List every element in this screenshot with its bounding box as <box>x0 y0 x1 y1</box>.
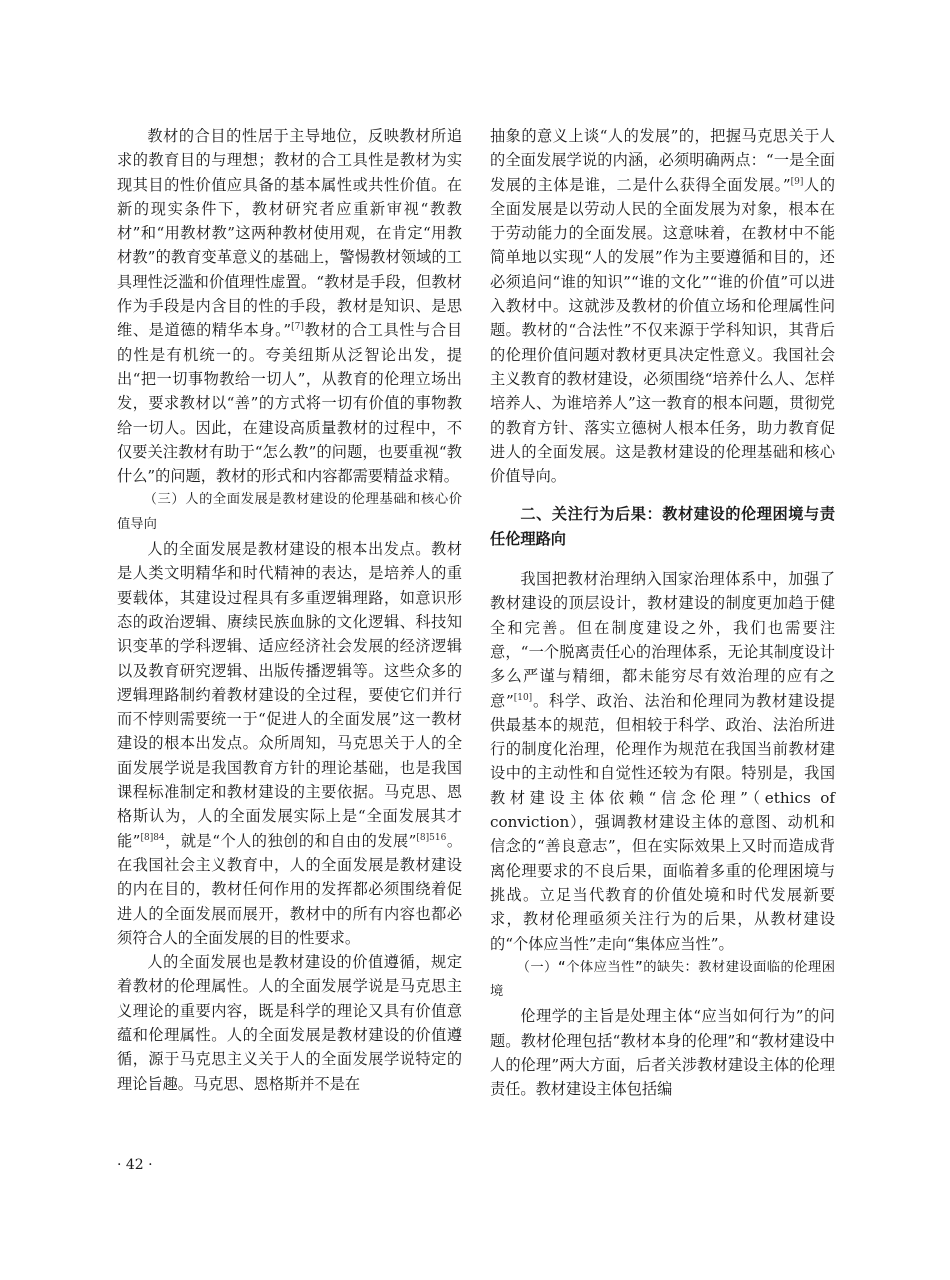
citation: [8]84 <box>140 832 165 843</box>
citation: [8]516 <box>416 832 447 843</box>
paragraph: 人的全面发展也是教材建设的价值遵循，规定着教材的伦理属性。人的全面发展学说是马克思主义理论的重要内容，既是科学的理论又具有价值意蕴和伦理属性。人的全面发展是教材建设的价值遵循，源于马克思主义关于人的全面发展学说特定的理论旨趣。马克思、恩格斯并不是在 <box>117 953 462 1093</box>
paragraph: 伦理学的主旨是处理主体“应当如何行为”的问题。教材伦理包括“教材本身的伦理”和“教材建设中人的伦理”两大方面，后者关涉教材建设主体的伦理责任。教材建设主体包括编 <box>490 1007 835 1099</box>
right-column <box>490 124 835 1102</box>
section-heading: 二、关注行为后果：教材建设的伦理困境与责任伦理路向 <box>490 505 835 548</box>
left-column <box>117 124 462 1096</box>
citation: [10] <box>513 692 533 703</box>
citation: [9] <box>790 176 804 187</box>
page-number: · 42 · <box>117 1157 153 1173</box>
paragraph: 教材的合目的性居于主导地位，反映教材所追求的教育目的与理想；教材的合工具性是教材为实现其目的性价值应具备的基本属性或共性价值。在新的现实条件下，教材研究者应重新审视“教教材”和“用教材教”这两种教材使用观，在肯定“用教材教”的教育变革意义的基础上，警惕教材领域的工具理性泛滥和价值理性虚置。“教材是手段，但教材作为手段是内含目的性的手段，教材是知识、是思维、是道德的精华本身。”[7]教材的合工具性与合目的性是有机统一的。夸美纽斯从泛智论出发，提出“把一切事物教给一切人”，从教育的伦理立场出发，要求教材以“善”的方式将一切有价值的事物教给一切人。因此，在建设高质量教材的过程中，不仅要关注教材有助于“怎么教”的问题，也要重视“教什么”的问题，教材的形式和内容都需要精益求精。 <box>117 127 463 486</box>
citation: [7] <box>291 322 304 333</box>
paragraph: 抽象的意义上谈“人的发展”的，把握马克思关于人的全面发展学说的内涵，必须明确两点：“一是全面发展的主体是谁，二是什么获得全面发展。”[9]人的全面发展是以劳动人民的全面发展为对象，根本在于劳动能力的全面发展。这意味着，在教材中不能简单地以实现“人的发展”作为主要遵循和目的，还必须追问“谁的知识”“谁的文化”“谁的价值”可以进入教材中。这就涉及教材的价值立场和伦理属性问题。教材的“合法性”不仅来源于学科知识，其背后的伦理价值问题对教材更具决定性意义。我国社会主义教育的教材建设，必须围绕“培养什么人、怎样培养人、为谁培养人”这一教育的根本问题，贯彻党的教育方针、落实立德树人根本任务，助力教育促进人的全面发展。这是教材建设的伦理基础和核心价值导向。 <box>490 127 836 486</box>
paragraph: 人的全面发展是教材建设的根本出发点。教材是人类文明精华和时代精神的表达，是培养人的重要载体，其建设过程具有多重逻辑理路，如意识形态的政治逻辑、赓续民族血脉的文化逻辑、科技知识变革的学科逻辑、适应经济社会发展的经济逻辑以及教育研究逻辑、出版传播逻辑等。这些众多的逻辑理路制约着教材建设的全过程，要使它们并行而不悖则需要统一于“促进人的全面发展”这一教材建设的根本出发点。众所周知，马克思关于人的全面发展学说是我国教育方针的理论基础，也是我国课程标准制定和教材建设的主要依据。马克思、恩格斯认为，人的全面发展实际上是“全面发展其才能”$^{[8]84}$，就是“个人的独创的和自由的发展”$^{[8]516}$。在我国社会主义教育中，人的全面发展是教材建设的内在目的，教材任何作用的发挥都必须围绕着促进人的全面发展而展开，教材中的所有内容也都必须符合人的全面发展的目的性要求。 <box>117 540 463 947</box>
subsection-heading: （三）人的全面发展是教材建设的伦理基础和核心价值导向 <box>117 492 462 532</box>
paragraph: 我国把教材治理纳入国家治理体系中，加强了教材建设的顶层设计，教材建设的制度更加趋于健全和完善。但在制度建设之外，我们也需要注意，“一个脱离责任心的治理体系，无论其制度设计多么严谨与精细，都未能穷尽有效治理的应有之意”[10]。科学、政治、法治和伦理同为教材建设提供最基本的规范，但相较于科学、政治、法治所进行的制度化治理，伦理作为规范在我国当前教材建设中的主动性和自觉性还较为有限。特别是，我国教材建设主体依赖“信念伦理”（ethics of conviction），强调教材建设主体的意图、动机和信念的“善良意志”，但在实际效果上又时而造成背离伦理要求的不良后果，面临着多重的伦理困境与挑战。立足当代教育的价值处境和时代发展新要求，教材伦理亟须关注行为的后果，从教材建设的“个体应当性”走向“集体应当性”。 <box>490 570 835 953</box>
subsection-heading: （一）“个体应当性”的缺失：教材建设面临的伦理困境 <box>490 959 835 1000</box>
